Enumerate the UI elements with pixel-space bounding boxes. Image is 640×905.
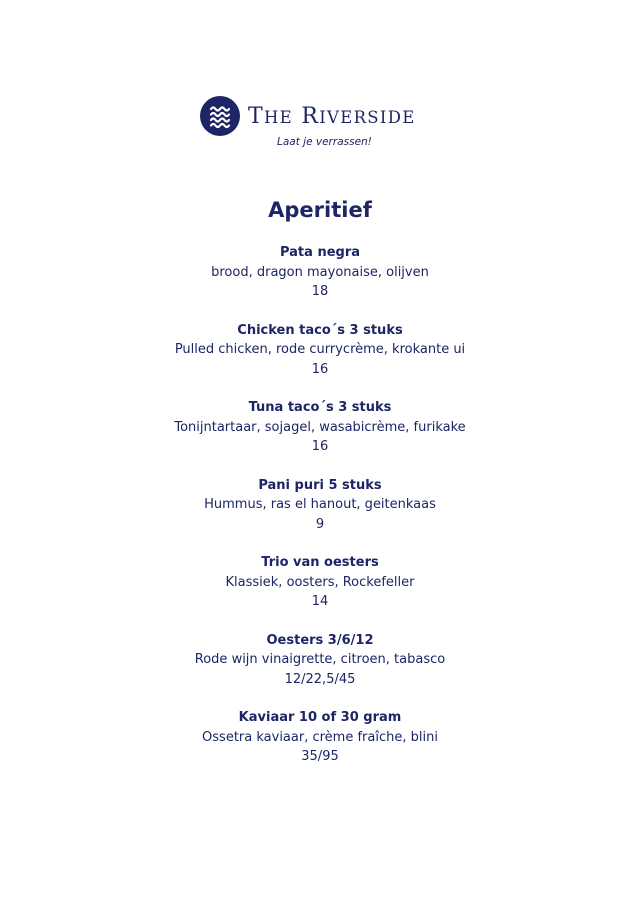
menu-item [0, 398, 640, 476]
item-name: Oesters 3/6/12 [266, 632, 374, 648]
item-name: Trio van oesters [261, 555, 379, 570]
menu-item [0, 631, 640, 709]
item-price: 16 [311, 439, 329, 454]
item-description: Hummus, ras el hanout, geitenkaas [204, 497, 436, 512]
item-description: Klassiek, oosters, Rockefeller [225, 574, 415, 590]
menu-list [0, 243, 640, 786]
menu-item [0, 476, 640, 554]
item-name: Chicken taco´s 3 stuks [237, 322, 403, 338]
item-price: 9 [315, 516, 325, 532]
item-price: 12/22,5/45 [284, 671, 356, 687]
menu-item [0, 708, 640, 786]
menu-item [0, 321, 640, 399]
item-price: 18 [311, 284, 329, 299]
item-description: Tonijntartaar, sojagel, wasabicrème, furikake [174, 419, 466, 435]
section-title: Aperitief [268, 198, 372, 222]
item-price: 16 [311, 361, 329, 377]
item-price: 35/95 [301, 749, 339, 764]
item-name: Tuna taco´s 3 stuks [248, 400, 392, 415]
item-description: Rode wijn vinaigrette, citroen, tabasco [194, 652, 446, 667]
brand-tagline: Laat je verrassen! [277, 136, 372, 148]
waves-icon [200, 96, 240, 136]
item-description: Ossetra kaviaar, crème fraîche, blini [202, 729, 438, 745]
item-name: Pata negra [279, 245, 361, 260]
item-description: brood, dragon mayonaise, olijven [211, 264, 429, 280]
brand-name: THE RIVERSIDE [248, 104, 416, 129]
item-name: Kaviaar 10 of 30 gram [238, 710, 402, 725]
header [0, 96, 640, 156]
menu-item [0, 553, 640, 631]
item-name: Pani puri 5 stuks [258, 477, 382, 493]
menu-item [0, 243, 640, 321]
item-price: 14 [311, 594, 329, 609]
item-description: Pulled chicken, rode currycrème, krokante ui [174, 342, 466, 357]
